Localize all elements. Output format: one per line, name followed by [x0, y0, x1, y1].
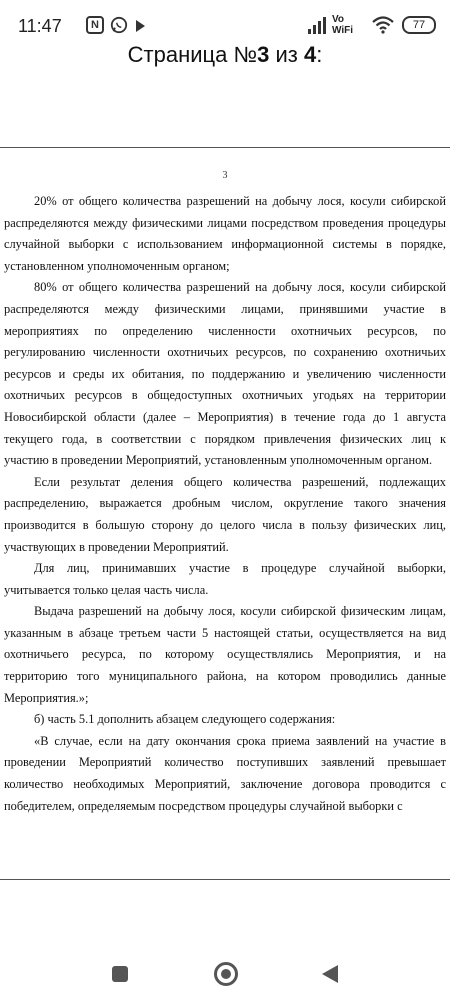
document-line: Если результат деления общего количества разрешений, подлежащих [34, 474, 446, 489]
document-line: 80% от общего количества разрешений на добычу лося, косули сибирской [34, 280, 446, 295]
document-line: регулированию численности охотничьих ресурсов, по сохранению охотничьих [4, 345, 446, 360]
document-line: указанным в абзаце третьем части 5 настоящей статьи, осуществляется на вид [4, 625, 446, 640]
page-total: 4 [303, 42, 317, 67]
battery-indicator: 77 [402, 16, 436, 34]
document-page-number: 3 [222, 170, 228, 181]
document-line: мероприятиях по определению численности охотничьих ресурсов, по [4, 323, 446, 338]
document-line: победителем, определяемым посредством процедуры случайной выборки с [4, 798, 403, 813]
notification-n-icon: N [86, 16, 104, 34]
document-line: распределяются между физическими лицами, принявшими участие в [4, 301, 446, 316]
document-line: распределяются между физическими лицами посредством проведения процедуры [4, 215, 446, 230]
document-line: б) часть 5.1 дополнить абзацем следующего содержания: [34, 712, 336, 727]
document-line: случайной выборки с использованием информационной системы в порядке, [4, 237, 446, 252]
document-line: распределению, выражается дробным числом, округление такого значения [4, 496, 446, 511]
home-button[interactable] [214, 962, 238, 986]
vowifi-line2: WiFi [332, 25, 354, 36]
play-store-icon [136, 20, 145, 32]
document-line: охотничьих ресурсов в общедоступных охотничьих угодьях на территории [4, 388, 446, 403]
vowifi-line1: Vo [332, 14, 345, 25]
document-top-border [0, 147, 450, 148]
page-suffix: : [316, 42, 323, 67]
document-line: охотничьего ресурса, по которому осуществлялись Мероприятия, и на [4, 647, 446, 662]
whatsapp-icon [110, 16, 128, 34]
page-middle: из [269, 42, 304, 67]
document-body [0, 191, 450, 817]
document-line: Мероприятия.»; [4, 690, 89, 705]
document-line: текущего года, в соответствии с порядком привлечения физических лиц к [4, 431, 446, 446]
clock: 11:47 [18, 16, 62, 36]
document-line: территорию того муниципального района, на котором проводились данные [4, 669, 446, 684]
navigation-bar [0, 948, 450, 1000]
document-line: участию в проведении Мероприятий, установленным уполномоченным органом. [4, 453, 433, 468]
vowifi-indicator [332, 14, 353, 36]
document-bottom-border [0, 879, 450, 880]
document-line: Выдача разрешений на добычу лося, косули сибирской физическим лицам, [34, 604, 446, 619]
page-indicator [0, 42, 450, 68]
document-line: ресурсов и среды их обитания, по поддержанию и увеличению численности [4, 366, 446, 381]
page-current: 3 [257, 42, 270, 67]
document-line: Для лиц, принимавших участие в процедуре случайной выборки, [34, 561, 446, 576]
page-prefix: Страница № [127, 42, 258, 67]
wifi-icon [372, 16, 394, 34]
document-line: производится в большую сторону до целого числа в пользу физических лиц, [4, 517, 446, 532]
document-line: 20% от общего количества разрешений на добычу лося, косули сибирской [34, 194, 446, 208]
document-line: проведении Мероприятий количество поступивших заявлений превышает [4, 755, 446, 770]
document-line: «В случае, если на дату окончания срока приема заявлений на участие в [34, 733, 446, 748]
document-line: участвующих в проведении Мероприятий. [4, 539, 229, 554]
signal-strength-icon [307, 16, 327, 34]
document-line: учитывается только целая часть числа. [4, 582, 209, 597]
recent-apps-button[interactable] [112, 966, 128, 982]
document-line: количество необходимых Мероприятий, заключение договора проводится с [4, 777, 446, 792]
document-line: установленном уполномоченным органом; [4, 258, 230, 273]
document-line: Новосибирской области (далее – Мероприятия) в течение года до 1 августа [4, 409, 446, 424]
back-button[interactable] [322, 965, 338, 983]
